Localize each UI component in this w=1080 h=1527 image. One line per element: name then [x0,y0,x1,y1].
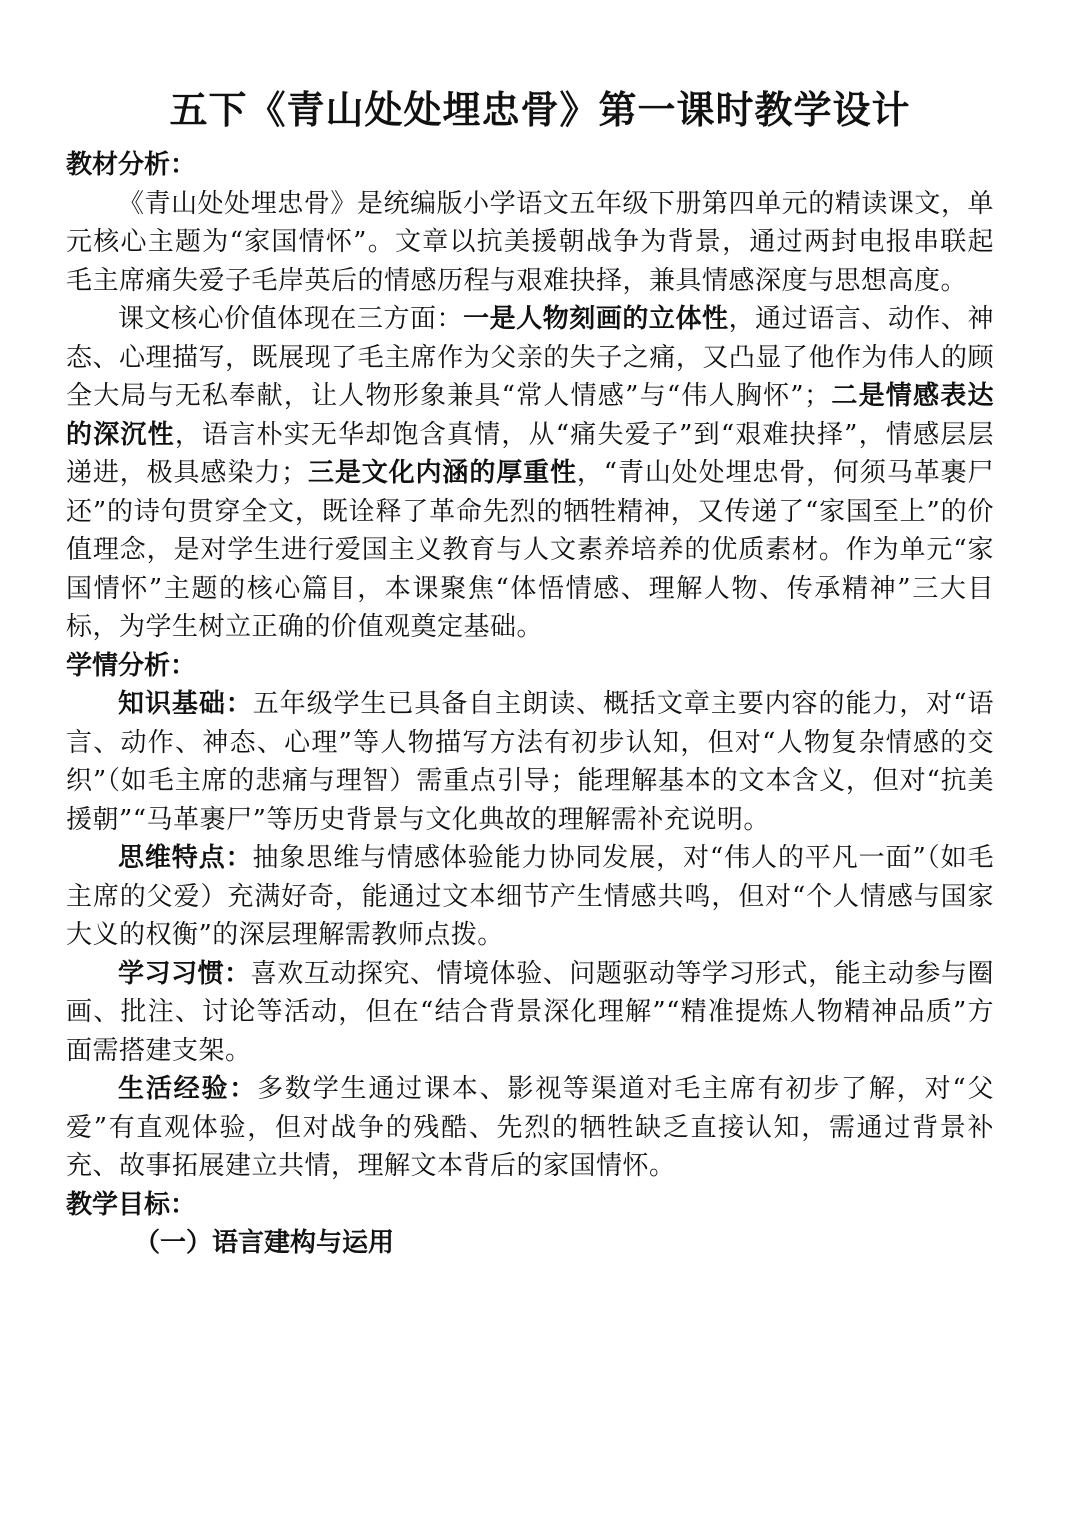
textbook-analysis-paragraph-2 [66,300,994,647]
life-experience-label: 生活经验： [118,1074,258,1104]
thinking-traits-label: 思维特点： [118,843,253,873]
knowledge-base-paragraph [66,685,994,839]
core-value-point-2-label: 二是情感表达的深沉性 [66,381,994,450]
textbook-analysis-heading: 教材分析： [66,150,197,180]
learning-habits-label: 学习习惯： [118,958,251,989]
knowledge-base-label: 知识基础： [118,689,253,719]
core-value-point-3-text: ，“青山处处埋忠骨，何须马革裹尸还”的诗句贯穿全文，既诠释了革命先烈的牺牲精神，又传递了“家国至上”的价值理念，是对学生进行爱国主义教育与人文素养培养的优质素材。作为单元“家国情怀”主题的核心篇目，本课聚焦“体悟情感、理解人物、传承精神”三大目标，为学生树立正确的价值观奠定基础。 [66,458,994,642]
learner-analysis-heading: 学情分析： [66,650,197,681]
textbook-analysis-section [66,146,994,647]
thinking-traits-text: 抽象思维与情感体验能力协同发展，对“伟人的平凡一面”（如毛主席的父爱）充满好奇，能通过文本细节产生情感共鸣，但对“个人情感与国家大义的权衡”的深层理解需教师点拨。 [66,843,994,950]
core-value-point-1-text: ，通过语言、动作、神态、心理描写，既展现了毛主席作为父亲的失子之痛，又凸显了他作为伟人的顾全大局与无私奉献，让人物形象兼具“常人情感”与“伟人胸怀”； [66,304,994,411]
teaching-goals-heading: 教学目标： [66,1189,197,1220]
document-title: 五下《青山处处埋忠骨》第一课时教学设计 [169,88,911,132]
goal-subheading-language: （一）语言建构与运用 [134,1228,395,1258]
teaching-goals-section [66,1186,994,1263]
learning-habits-paragraph [66,955,994,1071]
life-experience-text: 多数学生通过课本、影视等渠道对毛主席有初步了解，对“父爱”有直观体验，但对战争的残酷、先烈的牺牲缺乏直接认知，需通过背景补充、故事拓展建立共情，理解文本背后的家国情怀。 [66,1074,994,1181]
thinking-traits-paragraph [66,839,994,955]
textbook-analysis-paragraph-1: 《青山处处埋忠骨》是统编版小学语文五年级下册第四单元的精读课文，单元核心主题为“家国情怀”。文章以抗美援朝战争为背景，通过两封电报串联起毛主席痛失爱子毛岸英后的情感历程与艰难抉择，兼具情感深度与思想高度。 [66,188,994,296]
knowledge-base-text: 五年级学生已具备自主朗读、概括文章主要内容的能力，对“语言、动作、神态、心理”等人物描写方法有初步认知，但对“人物复杂情感的交织”（如毛主席的悲痛与理智）需重点引导；能理解基本的文本含义，但对“抗美援朝”“马革裹尸”等历史背景与文化典故的理解需补充说明。 [66,689,994,835]
core-value-intro: 课文核心价值体现在三方面： [118,304,464,334]
life-experience-paragraph [66,1070,994,1186]
learning-habits-text: 喜欢互动探究、情境体验、问题驱动等学习形式，能主动参与圈画、批注、讨论等活动，但在“结合背景深化理解”“精准提炼人物精神品质”方面需搭建支架。 [66,958,994,1066]
learner-analysis-section [66,647,994,1186]
core-value-point-1-label: 一是人物刻画的立体性 [463,304,729,334]
core-value-point-3-label: 三是文化内涵的厚重性 [307,458,577,488]
core-value-point-2-text: ，语言朴实无华却饱含真情，从“痛失爱子”到“艰难抉择”，情感层层递进，极具感染力； [66,419,994,488]
